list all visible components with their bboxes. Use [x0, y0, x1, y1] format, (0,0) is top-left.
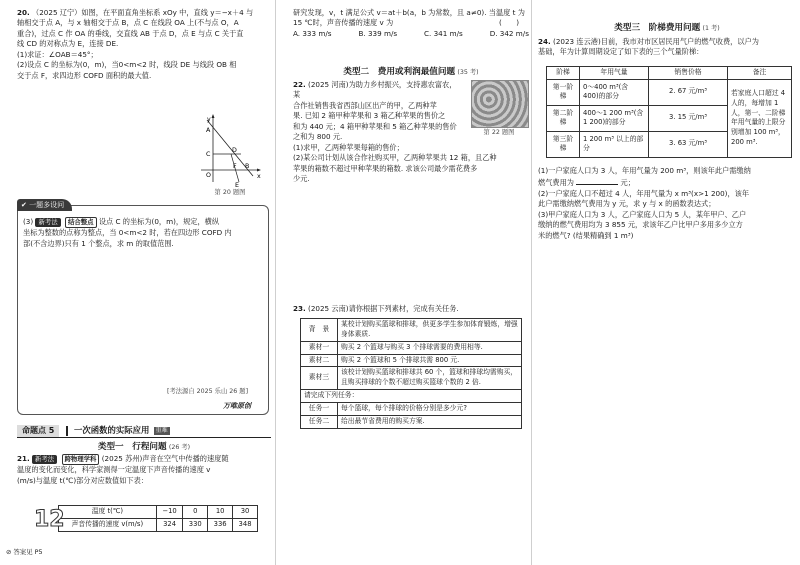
figure-20-caption: 第 20 题图 — [214, 189, 246, 196]
table-cell: −10 — [156, 506, 183, 519]
table-row — [301, 354, 522, 367]
table-row — [301, 390, 522, 403]
speed-table — [58, 505, 258, 532]
table-cell: 素材三 — [301, 367, 338, 390]
table-row — [59, 506, 258, 519]
question-text-line: 基础，年为计算周期设定了如下表的三个气量阶梯： — [538, 47, 704, 57]
column-middle — [275, 0, 532, 565]
option-c: C. 341 m/s — [424, 28, 463, 38]
section-header — [17, 424, 271, 438]
label-f: F — [233, 163, 237, 170]
options — [293, 29, 529, 39]
label-d: D — [232, 147, 237, 154]
label-a: A — [206, 127, 211, 134]
table-row — [301, 367, 522, 390]
table-cell: 第一阶梯 — [547, 79, 580, 105]
question-text-line: 15 ℃时，声音传播的速度 v 为 — [293, 18, 394, 28]
apple-photo — [471, 80, 529, 128]
table-cell: 348 — [233, 518, 258, 531]
sub-question-3-text: 部(不含边界)只有 1 个整点，求 m 的取值范围. — [23, 238, 174, 248]
table-cell: 0～400 m³(含 400)的部分 — [580, 79, 649, 105]
question-22 — [293, 80, 463, 143]
sub-question-2: (2)一户家庭人口不超过 4 人，年用气量为 x m³(x>1 200)，该年 — [538, 188, 750, 198]
answer-paren: ( ) — [499, 18, 519, 28]
table-row — [301, 402, 522, 415]
gas-tier-table — [546, 66, 792, 158]
sub-question-1-cont: 燃气费用为 — [538, 178, 574, 188]
table-cell: 每个篮球，每个排球的价格分别是多少元? — [338, 402, 522, 415]
sub-question-3-label: (3) — [23, 217, 34, 226]
question-text-line: 合作社销售我省西部山区出产的甲，乙两种苹 — [293, 100, 437, 110]
answer-reference: 答案见 P5 — [13, 548, 43, 556]
question-text-line: (2025 河南)为助力乡村振兴，支持惠农富农，某 — [293, 80, 457, 100]
table-cell: 声音传播的速度 v(m/s) — [59, 518, 157, 531]
table-cell: 10 — [208, 506, 233, 519]
figure-20 — [193, 112, 263, 188]
option-d: D. 342 m/s — [489, 28, 529, 38]
table-header-cell: 年用气量 — [580, 67, 649, 80]
sub-question-1-end: 元； — [620, 178, 635, 188]
question-number: 23. — [293, 304, 306, 313]
integer-point-tag: 结合整点 — [65, 217, 97, 228]
source-note: [考法源自 2025 乐山 26 题] — [167, 388, 249, 395]
table-cell: 330 — [183, 518, 208, 531]
table-cell: 背 景 — [301, 319, 338, 342]
question-number: 22. — [293, 80, 306, 89]
multi-ask-tab: 一题多设问 — [29, 201, 65, 209]
label-y: y — [207, 116, 211, 123]
table-cell: 400～1 200 m³(含 1 200)的部分 — [580, 105, 649, 131]
question-23 — [293, 304, 529, 314]
sub-question-1: (1)一户家庭人口为 3 人，年用气量为 200 m³，则该年此户需缴纳 — [538, 166, 751, 175]
sub-question-2: (2)某公司计划从该合作社购买甲，乙两种苹果共 12 箱，且乙种 — [293, 153, 497, 163]
table-cell: 3. 15 元/m³ — [649, 105, 728, 131]
column-left — [0, 0, 275, 565]
material-table — [300, 318, 522, 429]
type3-title: 类型三 阶梯费用问题 — [614, 23, 701, 33]
table-cell: 该校计划购买篮球和排球共 60 个，篮球和排球均需购买，且购买排球的个数不超过购买篮球个数的 2 倍. — [338, 367, 522, 390]
table-cell: 324 — [156, 518, 183, 531]
sub-question-3-text: 设点 C 的坐标为(0，m)，规定，横纵 — [98, 217, 220, 226]
option-b: B. 339 m/s — [358, 28, 398, 38]
table-cell: 素材一 — [301, 341, 338, 354]
table-cell: 请完成下列任务： — [301, 390, 522, 403]
label-c: C — [206, 151, 211, 158]
question-20 — [17, 8, 273, 81]
x-axis-arrow — [257, 169, 261, 172]
type2-title: 类型二 费用或利润最值问题 — [343, 67, 456, 77]
table-cell: 第二阶梯 — [547, 105, 580, 131]
question-text-line: 研究发现，v，t 满足公式 v＝at＋b(a，b 为常数，且 a≠0). 当温度 t 为 — [293, 8, 525, 17]
label-x: x — [257, 173, 261, 180]
question-text-line: 和为 440 元；4 箱甲种苹果和 5 箱乙种苹果的售价 — [293, 121, 457, 131]
question-text-line: 果. 已知 2 箱甲种苹果和 3 箱乙种苹果的售价之 — [293, 111, 446, 121]
y-axis-arrow — [212, 114, 215, 118]
sub-question-3-cont: 缴纳的燃气费用均为 3 855 元，求该年乙户比甲户多用多少立方 — [538, 220, 743, 230]
table-cell: 购买 2 个篮球和 5 个排球共需 800 元. — [338, 354, 522, 367]
question-21 — [17, 454, 273, 486]
question-number: 24. — [538, 37, 551, 46]
new-method-tag: 新考法 — [35, 218, 60, 227]
sub-question-2-cont: 苹果的箱数不超过甲种苹果的箱数. 求该公司最少需花费多 — [293, 163, 478, 173]
type1-count: (26 考) — [168, 444, 191, 451]
table-cell: 任务二 — [301, 415, 338, 428]
section-title: 一次函数的实际应用 — [73, 425, 150, 435]
table-header-cell: 备注 — [728, 67, 792, 80]
label-b: B — [245, 163, 250, 170]
table-note-cell: 若家庭人口超过 4 人的，每增加 1 人，第一、二阶梯年用气量的上限分别增加 100 m³，200 m³. — [728, 79, 792, 157]
label-e: E — [235, 182, 239, 188]
table-cell: 30 — [233, 506, 258, 519]
section-pill: 命题点 5 — [17, 425, 59, 437]
question-text-line: 之和为 800 元. — [293, 132, 343, 142]
table-row — [301, 415, 522, 428]
question-text-line: 重合)，过点 C 作 OA 的垂线，交直线 AB 于点 D，点 E 与点 C 关于直 — [17, 28, 244, 38]
type2-count: (35 考) — [457, 69, 479, 76]
table-cell: 3. 63 元/m³ — [649, 131, 728, 157]
question-text-line: 轴相交于点 A，与 x 轴相交于点 B，点 C 在线段 OA 上(不与点 O，A — [17, 18, 239, 28]
sub-question-2-cont: 交于点 F，求四边形 COFD 面积的最大值. — [17, 70, 152, 80]
question-number: 21. — [17, 454, 30, 463]
new-method-tag: 新考法 — [32, 455, 57, 464]
question-text-line: (m/s)与温度 t(℃)部分对应数值如下表： — [17, 475, 148, 485]
sub-question-2: (2)设点 C 的坐标为(0，m)，当0<m<2 时，线段 DE 与线段 OB 相 — [17, 60, 237, 70]
table-cell: 购买 2 个篮球与购买 3 个排球需要的费用相等. — [338, 341, 522, 354]
link-icon: ⊘ — [6, 548, 12, 556]
question-24 — [538, 37, 796, 58]
table-header-cell: 销售价格 — [649, 67, 728, 80]
sub-question-2-cont: 少元. — [293, 174, 310, 184]
question-text-line: （2025 辽宁）如图，在平面直角坐标系 xOy 中，直线 y＝−x＋4 与 — [32, 8, 254, 17]
sub-question-3-text: 坐标为整数的点称为整点，当 0<m<2 时，若在四边形 COFD 内 — [23, 228, 232, 238]
sub-question-3: (3)甲户家庭人口为 3 人，乙户家庭人口为 5 人，某年甲户、乙户 — [538, 209, 747, 219]
table-cell: 第三阶梯 — [547, 131, 580, 157]
type3-count: (1 考) — [702, 25, 720, 32]
table-cell: 0 — [183, 506, 208, 519]
question-text-line: (2025 苏州)声音在空气中传播的速度随 — [101, 454, 229, 463]
figure-22-caption: 第 22 题图 — [483, 129, 515, 136]
question-text-line: 线 CD 的对称点为 E，连接 DE. — [17, 39, 119, 49]
check-icon: ✔ — [21, 201, 27, 209]
table-row — [301, 319, 522, 342]
table-row — [59, 518, 258, 531]
cross-physics-tag: 跨物理学科 — [62, 454, 100, 465]
table-header-cell: 阶梯 — [547, 67, 580, 80]
sub-question-1: (1)求甲，乙两种苹果每箱的售价； — [293, 143, 404, 152]
table-row — [301, 341, 522, 354]
option-a: A. 333 m/s — [293, 28, 332, 38]
answer-blank[interactable] — [576, 176, 618, 185]
table-cell: 给出最节省费用的购买方案. — [338, 415, 522, 428]
question-text-line: (2025 云南)请你根据下列素材，完成有关任务. — [308, 304, 459, 313]
table-cell: 温度 t(℃) — [59, 506, 157, 519]
page-number: 12 — [34, 507, 65, 532]
sub-question-3-cont: 米的燃气? (结果精确到 1 m³) — [538, 230, 634, 240]
section-badge: 重难 — [155, 426, 168, 434]
table-cell: 1 200 m³ 以上的部分 — [580, 131, 649, 157]
column-right — [531, 0, 800, 565]
question-number: 20. — [17, 8, 30, 17]
brand-logo: 万唯原创 — [223, 402, 251, 410]
multi-ask-box — [17, 199, 269, 415]
table-cell: 素材二 — [301, 354, 338, 367]
table-cell: 任务一 — [301, 402, 338, 415]
question-text-line: (2023 连云港)目前，我市对市区居民用气户的燃气收费，以户为 — [553, 37, 759, 46]
label-o: O — [206, 172, 211, 179]
table-cell: 2. 67 元/m³ — [649, 79, 728, 105]
sub-question-1: (1)求证：∠OAB＝45°； — [17, 49, 98, 59]
sub-question-2-cont: 此户需缴纳燃气费用为 y 元，求 y 与 x 的函数表达式； — [538, 199, 716, 209]
question-text-line: 温度的变化而变化，科学家测得一定温度下声音传播的速度 v — [17, 465, 211, 475]
table-row — [547, 79, 792, 105]
table-header-row — [547, 67, 792, 80]
table-cell: 某校计划购买篮球和排球，供更多学生参加体育锻炼，增强身体素质. — [338, 319, 522, 342]
type1-title: 类型一 行程问题 — [97, 442, 167, 452]
table-cell: 336 — [208, 518, 233, 531]
